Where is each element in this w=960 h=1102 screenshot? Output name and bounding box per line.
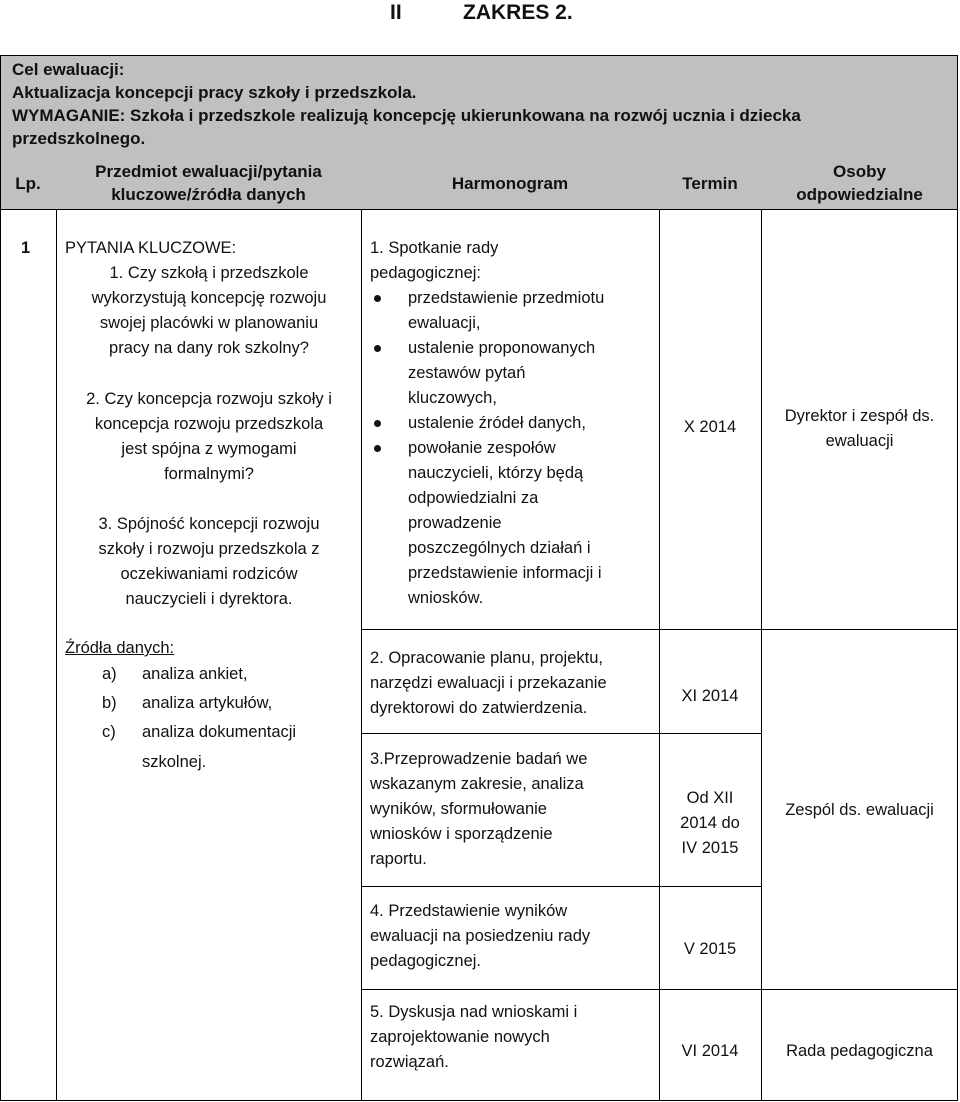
column-header-subject: Przedmiot ewaluacji/pytania kluczowe/źródła danych (95, 162, 322, 204)
row-number: 1 (21, 239, 31, 257)
grid-line (361, 733, 761, 734)
bullet-item: powołanie zespołów nauczycieli, którzy będą odpowiedzialni za prowadzenie poszczególnych działań i przedstawienie informacji i wniosków. (370, 436, 655, 611)
schedule-step-4: 4. Przedstawienie wyników ewaluacji na posiedzeniu rady pedagogicznej. (370, 902, 591, 970)
data-sources-label: Źródła danych: (65, 639, 175, 657)
key-questions-label: PYTANIA KLUCZOWE: (65, 239, 237, 257)
persons-3: Rada pedagogiczna (786, 1042, 933, 1060)
grid-line (361, 210, 362, 1101)
bullet-dot-icon (374, 295, 381, 302)
schedule-step-1-bullets (370, 286, 655, 611)
column-header-lp: Lp. (15, 174, 41, 193)
key-question-2: 2. Czy koncepcja rozwoju szkoły i koncepcja rozwoju przedszkola jest spójna z wymogami formalnymi? (86, 390, 332, 483)
goal-text: Aktualizacja koncepcji pracy szkoły i przedszkola. (12, 83, 417, 102)
column-header-schedule: Harmonogram (451, 174, 569, 193)
goal-label: Cel ewaluacji: (12, 60, 125, 79)
data-source-item: b) analiza artykułów, (102, 694, 273, 712)
section-heading (0, 0, 960, 30)
column-header-term: Termin (682, 174, 738, 193)
evaluation-goal (12, 58, 942, 150)
bullet-dot-icon (374, 420, 381, 427)
data-sources-tail: szkolnej. (142, 753, 207, 771)
bullet-dot-icon (374, 445, 381, 452)
grid-line (659, 210, 660, 1101)
key-question-3: 3. Spójność koncepcji rozwoju szkoły i rozwoju przedszkola z oczekiwaniami rodziców nauczycieli i dyrektora. (98, 515, 320, 608)
requirement-line-2: przedszkolnego. (12, 129, 146, 148)
bullet-item: ustalenie proponowanych zestawów pytań kluczowych, (370, 336, 655, 411)
grid-line (56, 210, 57, 1101)
grid-line (361, 629, 958, 630)
term-3: Od XII 2014 do IV 2015 (680, 789, 740, 857)
column-header-persons: Osoby odpowiedzialne (796, 162, 923, 204)
key-question-1: 1. Czy szkołą i przedszkole wykorzystują koncepcję rozwoju swojej placówki w planowaniu pracy na dany rok szkolny? (91, 264, 327, 357)
schedule-step-3: 3.Przeprowadzenie badań we wskazanym zakresie, analiza wyników, sformułowanie wniosków i sporządzenie raportu. (370, 750, 588, 868)
bullet-item: ustalenie źródeł danych, (370, 411, 655, 436)
persons-1: Dyrektor i zespół ds. ewaluacji (784, 407, 935, 450)
term-5: VI 2014 (681, 1042, 739, 1060)
section-title: ZAKRES 2. (463, 1, 573, 24)
grid-line (361, 886, 761, 887)
term-2: XI 2014 (681, 687, 739, 705)
schedule-step-2: 2. Opracowanie planu, projektu, narzędzi ewaluacji i przekazanie dyrektorowi do zatwierdzenia. (370, 649, 607, 717)
bullet-dot-icon (374, 345, 381, 352)
schedule-step-1: 1. Spotkanie rady pedagogicznej: przedstawienie przedmiotu ewaluacji, ustalenie proponowanych zestawów pytań kluczowych, ustalenie źródeł danych, powołanie zespołów nauczycieli, którzy będą odpowiedzialni za prowadzenie poszczególnych działań i przedstawienie informacji i wniosków. (370, 236, 655, 611)
data-sources-list (102, 660, 357, 747)
schedule-step-5: 5. Dyskusja nad wnioskami i zaprojektowanie nowych rozwiązań. (370, 1003, 578, 1071)
term-4: V 2015 (683, 940, 737, 958)
requirement-line-1: WYMAGANIE: Szkoła i przedszkole realizują koncepcję ukierunkowana na rozwój ucznia i dziecka (12, 106, 801, 125)
persons-2: Zespól ds. ewaluacji (785, 801, 934, 819)
grid-line (761, 210, 762, 1101)
data-source-item: a) analiza ankiet, (102, 665, 248, 683)
section-roman-numeral: II (390, 1, 402, 24)
bullet-item: przedstawienie przedmiotu ewaluacji, (370, 286, 655, 336)
term-1: X 2014 (683, 418, 737, 436)
grid-line (361, 989, 958, 990)
data-source-item: c) analiza dokumentacji (102, 723, 297, 741)
